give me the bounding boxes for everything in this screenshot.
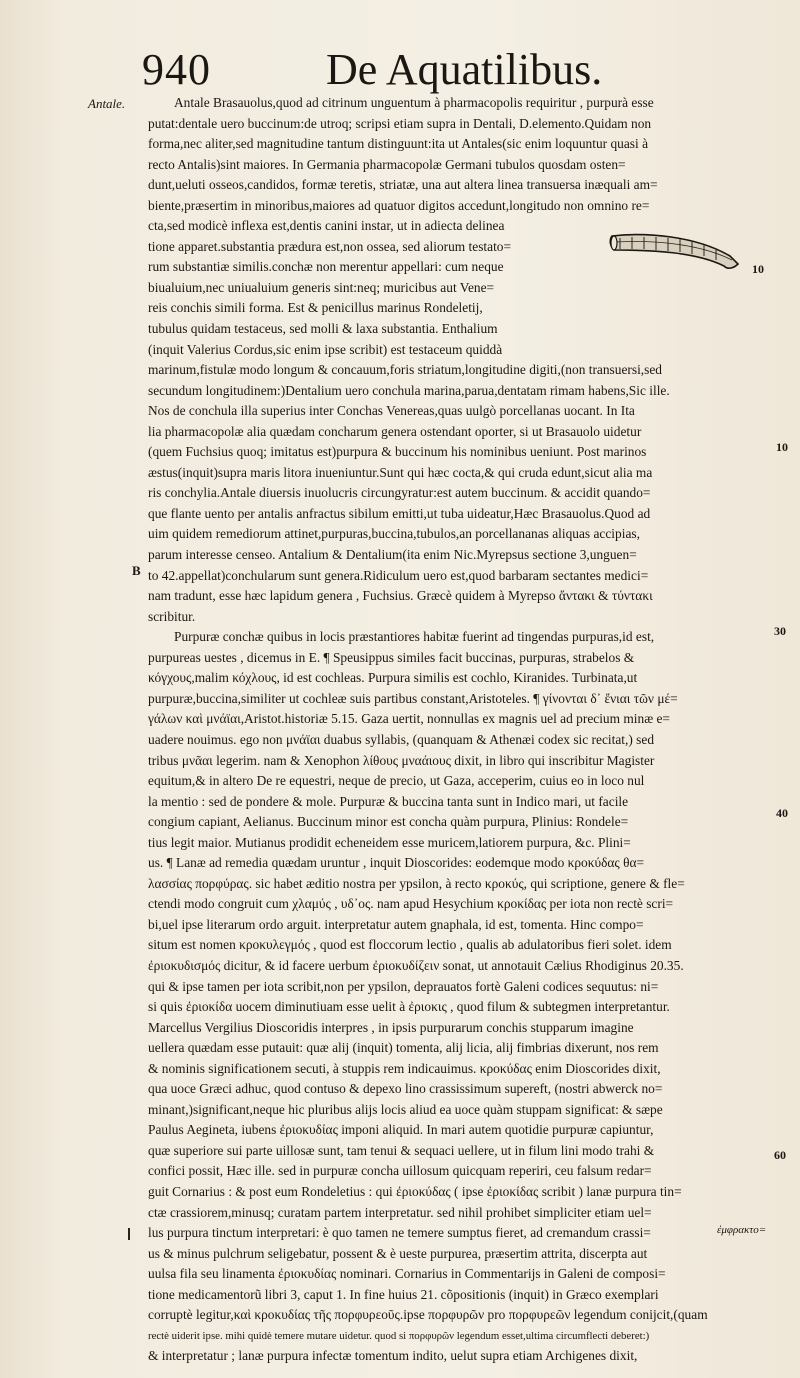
text-line: tribus μνᾶαι legerim. nam & Xenophon λίθους μναάιους dixit, in libro qui inscribitur Magister xyxy=(148,752,655,768)
printer-mark xyxy=(128,1228,130,1240)
text-line: lia pharmacopolæ alia quædam concharum genera ostendant oporter, si ut Brasauolo uidetur xyxy=(148,423,642,439)
text-line: uellera quædam esse putauit: quæ alij (inquit) tomenta, alij licia, alij fimbrias dixerunt, nos rem xyxy=(148,1040,659,1056)
text-line: qua uoce Græci adhuc, quod contuso & depexo lino crassissimum supereft, (nostri abwerck no= xyxy=(148,1081,663,1097)
text-line: (quem Fuchsius quoq; imitatus est)purpura & buccinum his nominibus ueniunt. Post marinos xyxy=(148,444,647,460)
text-line: tione apparet.substantia prædura est,non ossea, sed aliorum testato= xyxy=(148,238,512,254)
text-line: nam tradunt, esse hæc lapidum genera , Fuchsius. Græcè quidem à Myrepso ἄντακι & τύντακι xyxy=(148,588,653,604)
text-line: biualuium,nec uniualuium generis sint:neq; muricibus aut Vene= xyxy=(148,279,495,295)
text-line: Nos de conchula illa superius inter Conchas Venereas,quas uulgò porcellanas uocant. In Ita xyxy=(148,403,635,419)
text-line: que flante uento per antalis anfractus sibilum emitti,ut tuba uideatur,Hæc Brasauolus.Quod ad xyxy=(148,505,651,521)
text-line: uadere nouimus. ego non μνάϊαι duabus syllabis, (quanquam & Athenæi codex sic recitat,) sed xyxy=(148,731,655,747)
text-line: forma,nec aliter,sed magnitudine tantum distinguunt:ita ut Antales(sic enim loquuntur quasi à xyxy=(148,136,649,152)
text-line: reis conchis simili forma. Est & penicillus marinus Rondeletij, xyxy=(148,300,483,316)
text-line: rum substantiæ similis.conchæ non merentur appellari: cum neque xyxy=(148,259,504,275)
text-line: ris conchylia.Antale diuersis inuolucris circungyratur:est autem buccinum. & accidit quando= xyxy=(148,485,651,501)
line-number: 30 xyxy=(774,624,786,638)
text-line: secundum longitudinem:)Dentalium uero conchula marina,parua,dentatam rimam habens,Sic ille. xyxy=(148,382,670,398)
text-line: equitum,& in altero De re equestri, neque de precio, ut Gaza, acceperim, cuius eo in loco nul xyxy=(148,773,645,789)
line-number: 40 xyxy=(776,806,788,820)
text-line: la mentio : sed de pondere & mole. Purpuræ & buccina tanta sunt in Indico mari, ut facile xyxy=(148,793,629,809)
text-line: putat:dentale uero buccinum:de utroq; scripsi etiam supra in Dentali, D.elemento.Quidam non xyxy=(148,115,652,131)
text-line: congium capiant, Aelianus. Buccinum minor est concha quàm purpura, Plinius: Rondele= xyxy=(148,814,629,830)
text-line: & nominis significationem secuti, à stuppis rem indicauimus. κροκύδας enim Dioscorides dixit, xyxy=(148,1060,661,1076)
text-line: us. ¶ Lanæ ad remedia quædam uruntur , inquit Dioscorides: eodemque modo κροκύδας θα= xyxy=(148,855,645,871)
margin-note-antale: Antale. xyxy=(88,96,126,111)
line-number: 10 xyxy=(752,262,764,276)
text-line: ἐριοκυδισμός dicitur, & id facere uerbum ἐριοκυδίζειν sonat, ut annotauit Cælius Rhodiginus 20.35. xyxy=(148,957,684,973)
text-line: guit Cornarius : & post eum Rondeletius : qui ἐριοκύδας ( ipse ἐριοκίδας scribit ) lanæ purpura tin= xyxy=(148,1183,682,1199)
text-line: & interpretatur ; lanæ purpura infectæ tomentum indito, uelut supra etiam Archigenes dixit, xyxy=(148,1348,638,1364)
text-line: dunt,ueluti osseos,candidos, formæ teretis, striatæ, una aut altera linea transuersa inæquali am= xyxy=(148,177,658,193)
text-line: purpuræ,buccina,similiter ut cochleæ suis partibus constant,Aristoteles. ¶ γίνονται δ᾽ ἔνιαι τῶν μέ= xyxy=(148,690,678,706)
line-number: 10 xyxy=(776,440,788,454)
text-line: quæ superiore sui parte uillosæ sunt, tam tenui & sequaci uellere, ut in filum lini modo trahi & xyxy=(148,1142,655,1158)
text-line: bi,uel ipse literarum ordo arguit. interpretatur autem gnaphala, id est, tomenta. Hinc compo= xyxy=(148,916,644,932)
text-line: (inquit Valerius Cordus,sic enim ipse scribit) est testaceum quiddà xyxy=(148,341,503,357)
text-line: ctendi modo congruit cum χλαμύς , υδ᾽ος. nam apud Hesychium κροκίδας per iota non rectè scri= xyxy=(148,896,674,912)
text-line: biente,præsertim in minoribus,maiores ad quatuor digitos accedunt,longitudo non omnino re= xyxy=(148,197,650,213)
text-line: situm est nomen κροκυλεγμός , quod est floccorum lectio , qualis ab adulatoribus fieri solet. idem xyxy=(148,937,672,953)
text-line: tione medicamentorũ libri 3, caput 1. In fine huius 21. cõpositionis (inquit) in Græco exemplari xyxy=(148,1286,659,1302)
text-line: κόγχους,malim κόχλους, id est cochleas. Purpura similis est cochlo, Kiranides. Turbinata,ut xyxy=(148,670,638,686)
text-line: Marcellus Vergilius Dioscoridis interpres , in ipsis purpurarum conchis stupparum imagine xyxy=(148,1019,634,1035)
text-line: lus purpura tinctum interpretari: è quo tamen ne temere sumptus fieret, ad cremandum crassi= xyxy=(148,1225,651,1241)
text-line: Antale Brasauolus,quod ad citrinum unguentum à pharmacopolis requiritur , purpurà esse xyxy=(174,95,654,110)
text-line: corruptè legitur,καὶ κροκυδίας τῆς πορφυρεοῦς.ipse πορφυρῶν pro πορφυρεῶν legendum conijcit,(quam xyxy=(148,1307,708,1323)
text-line: ctæ crassiorem,minusq; curatam partem interpretatur. sed nihil prohibet simpliciter etiam uel= xyxy=(148,1204,652,1220)
text-line: us & minus pulchrum seligebatur, possent & è ueste purpurea, præsertim attrita, discerpta aut xyxy=(148,1245,648,1261)
margin-note-b: B xyxy=(132,563,141,578)
text-line: Purpuræ conchæ quibus in locis præstantiores habitæ fuerint ad tingendas purpuras,id est, xyxy=(174,629,655,645)
page-number: 940 xyxy=(142,45,211,94)
catchword: ἐμφρακτο= xyxy=(717,1224,767,1236)
text-line: to 42.appellat)conchularum sunt genera.Ridiculum uero est,quod barbaram sectantes medici= xyxy=(148,567,649,583)
text-line: scribitur. xyxy=(148,608,196,624)
text-line: qui & ipse tamen per iota scribit,non per ypsilon, deprauatos fortè Galeni codices sequutus: ni= xyxy=(148,978,659,994)
text-line: λασσίας πορφύρας. sic habet æditio nostra per ypsilon, à recto κροκύς, qui scriptione, genere & fle= xyxy=(148,875,685,891)
text-line: uim quidem remediorum attinet,purpuras,buccina,tubulos,an porcellananas aliquas accipias, xyxy=(148,526,640,542)
text-line: parum interesse censeo. Antalium & Dentalium(ita enim Nic.Myrepsus sectione 3,unguen= xyxy=(148,547,637,563)
text-line: si quis ἐριοκίδα uocem diminutiuam esse uelit à ἐριοκις , quod filum & subtegmen interpretantur. xyxy=(148,999,670,1015)
text-line: purpureas uestes , dicemus in E. ¶ Speusippus similes facit buccinas, purpuras, strabelos & xyxy=(148,649,635,665)
text-line: minant,)significant,neque hic pluribus alijs locis aliud ea uoce quàm stuppam significat: & sæpe xyxy=(148,1101,663,1117)
text-line: æstus(inquit)supra maris litora inueniuntur.Sunt qui hæc cocta,& qui cruda edunt,sicut alia ma xyxy=(148,464,653,480)
text-line: marinum,fistulæ modo longum & concauum,foris striatum,longitudine digiti,(non transuersi,sed xyxy=(148,362,662,378)
text-line: γάλων καὶ μνάϊαι,Aristot.historiæ 5.15. Gaza uertit, nonnullas ex magnis uel ad precium minæ e= xyxy=(148,711,670,727)
text-line: tius legit maior. Mutianus prodidit echeneidem esse muricem,latiorem purpura, &c. Plini= xyxy=(148,834,631,850)
text-line: recto Antalis)sint maiores. In Germania pharmacopolæ Germani tubulos quosdam osten= xyxy=(148,156,626,172)
page-title: De Aquatilibus. xyxy=(326,45,603,94)
line-number: 60 xyxy=(774,1148,786,1162)
text-line: Paulus Aegineta, iubens ἐριοκυδίας imponi aliquid. In mari autem quotidie purpuræ capiuntur, xyxy=(148,1122,654,1138)
text-line: uulsa fila seu linamenta ἐριοκυδίας nominari. Cornarius in Commentarijs in Galeni de composi= xyxy=(148,1266,666,1282)
text-line: rectè uiderit ipse. mihi quidè temere mutare uidetur. quod si πορφυρῶν legendum esset,ultima circumflecti deberet:) xyxy=(148,1329,650,1342)
main-text-column xyxy=(148,93,774,1367)
text-line: cta,sed modicè inflexa est,dentis canini instar, ut in adiecta delinea xyxy=(148,218,505,234)
text-line: tubulus quidam testaceus, sed molli & laxa substantia. Enthalium xyxy=(148,321,498,337)
text-line: confici possit, Hæc ille. sed in purpuræ concha uillosum quicquam reperiri, ceu falsum redar= xyxy=(148,1163,652,1179)
